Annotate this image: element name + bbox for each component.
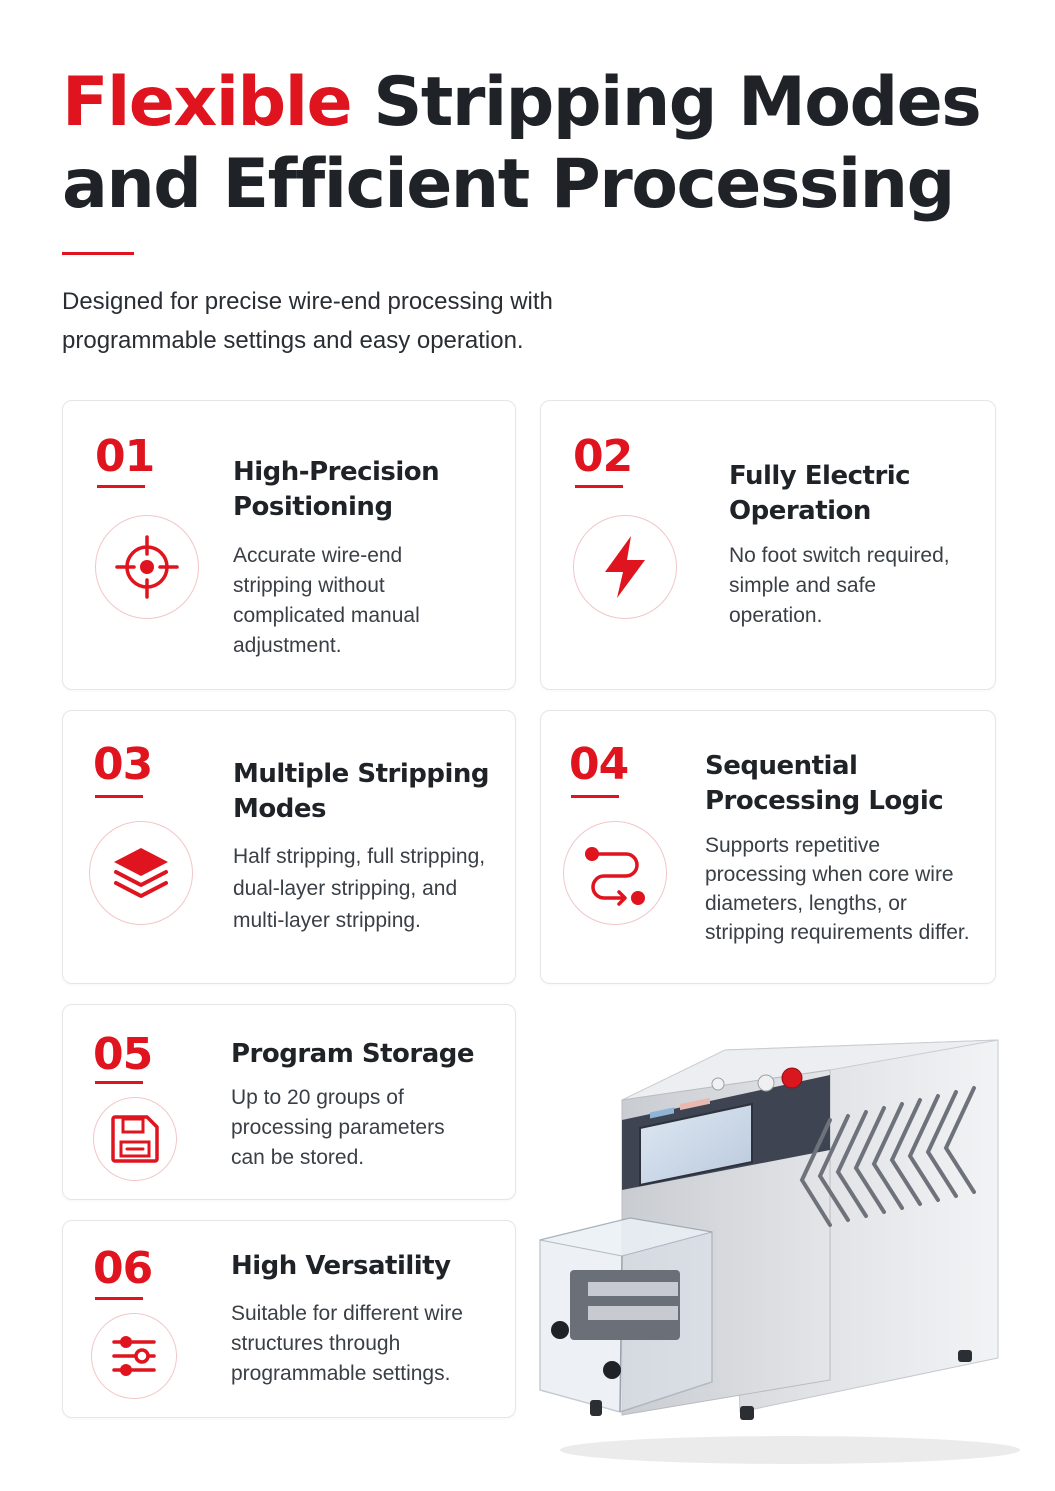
feature-card-06 xyxy=(62,1220,516,1418)
number-underline xyxy=(575,485,623,488)
feature-number: 02 xyxy=(573,431,633,482)
feature-description: Supports repetitive processing when core wire diameters, lengths, or stripping requirements differ. xyxy=(705,834,970,944)
feature-description: Suitable for different wire structures through programmable settings. xyxy=(231,1302,463,1385)
crosshair-icon xyxy=(95,515,199,619)
feature-title: High-Precision Positioning xyxy=(233,457,440,522)
number-underline xyxy=(97,485,145,488)
wire-stripping-machine-image xyxy=(530,1020,1030,1470)
number-underline xyxy=(95,795,143,798)
feature-number: 05 xyxy=(93,1029,153,1080)
sliders-icon xyxy=(91,1313,177,1399)
feature-number: 04 xyxy=(569,739,629,790)
feature-card-03 xyxy=(62,710,516,984)
feature-number: 03 xyxy=(93,739,153,790)
feature-description: No foot switch required, simple and safe operation. xyxy=(729,544,950,627)
number-underline xyxy=(571,795,619,798)
feature-description: Half stripping, full stripping, dual-layer stripping, and multi-layer stripping. xyxy=(233,845,486,932)
title-underline xyxy=(62,252,134,255)
page-title-accent: Flexible xyxy=(62,63,352,142)
feature-title: Sequential Processing Logic xyxy=(705,751,944,816)
layers-icon xyxy=(89,821,193,925)
feature-card-02 xyxy=(540,400,996,690)
floppy-disk-icon xyxy=(93,1097,177,1181)
number-underline xyxy=(95,1297,143,1300)
number-underline xyxy=(95,1081,143,1084)
lightning-icon xyxy=(573,515,677,619)
feature-card-05 xyxy=(62,1004,516,1200)
feature-description: Up to 20 groups of processing parameters can be stored. xyxy=(231,1086,445,1169)
route-icon xyxy=(563,821,667,925)
feature-title: Multiple Stripping Modes xyxy=(233,759,489,824)
page-title-rest: Stripping Modes and Efficient Processing xyxy=(62,63,981,224)
feature-title: Program Storage xyxy=(231,1039,474,1069)
feature-title: Fully Electric Operation xyxy=(729,461,911,526)
intro-text: Designed for precise wire-end processing with programmable settings and easy operation. xyxy=(62,288,553,354)
feature-title: High Versatility xyxy=(231,1251,451,1281)
feature-number: 01 xyxy=(95,431,155,482)
page-title xyxy=(62,62,1022,226)
feature-description: Accurate wire-end stripping without complicated manual adjustment. xyxy=(233,544,420,657)
feature-card-01 xyxy=(62,400,516,690)
feature-number: 06 xyxy=(93,1243,153,1294)
feature-card-04 xyxy=(540,710,996,984)
